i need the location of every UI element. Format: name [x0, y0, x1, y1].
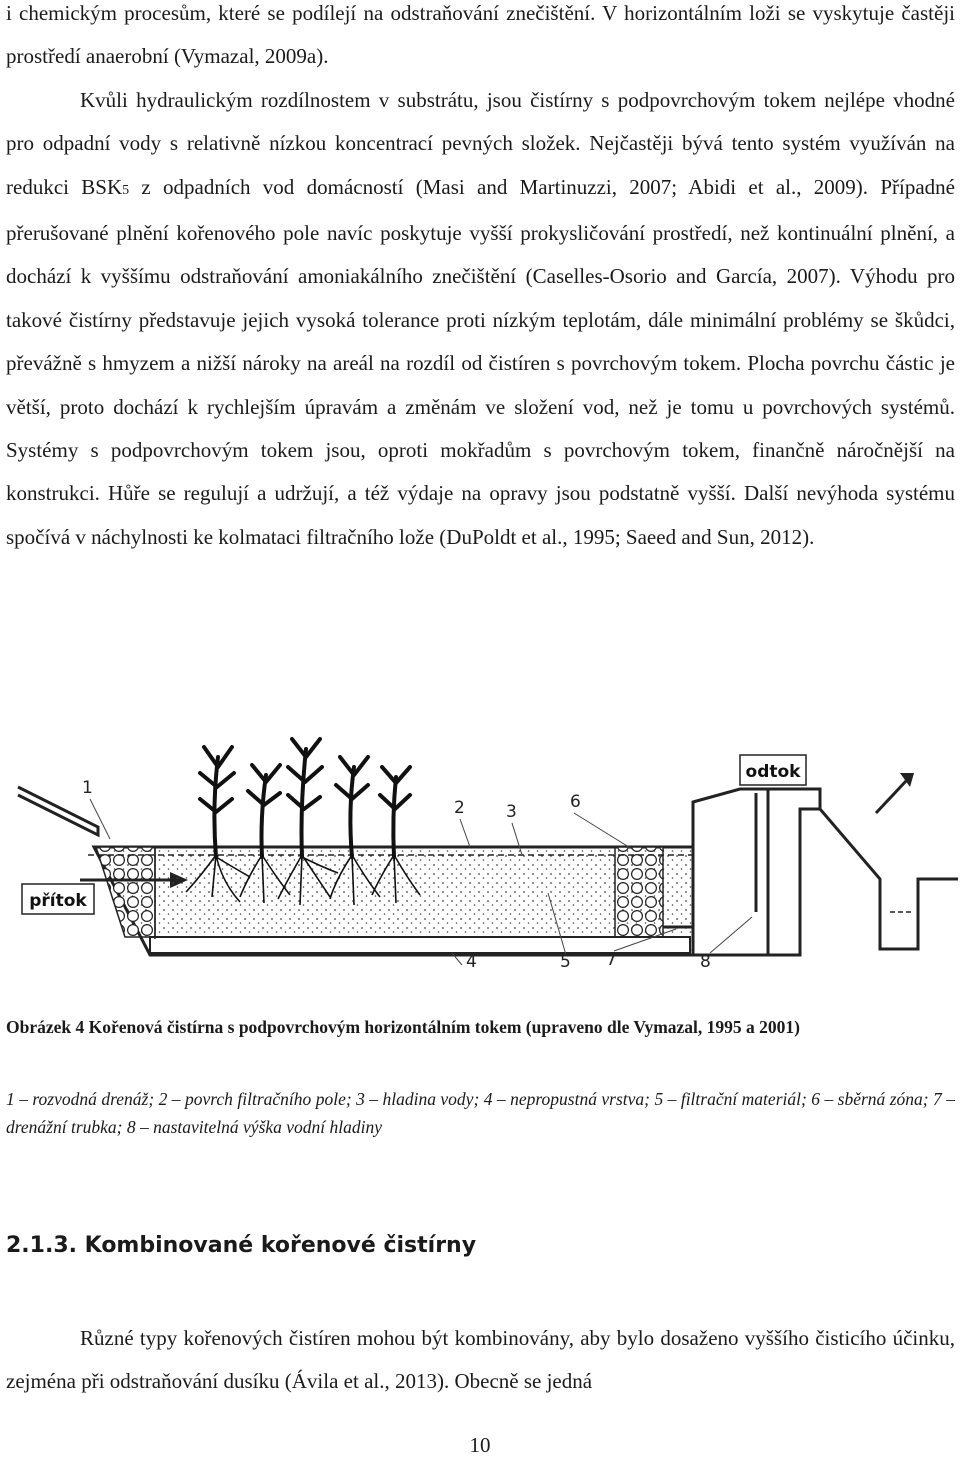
wetland-diagram: [0, 727, 960, 967]
callout-3: 3: [506, 802, 517, 822]
inflow-label: [22, 884, 94, 914]
section-heading: 2.1.3. Kombinované kořenové čistírny: [6, 1233, 477, 1258]
callout-6: 6: [570, 792, 581, 812]
figure-constructed-wetland: [0, 727, 960, 967]
figure-caption: Obrázek 4 Kořenová čistírna s podpovrchovým horizontálním tokem (upraveno dle Vymazal, 1995 a 2001): [6, 1017, 800, 1037]
svg-text:přítok: přítok: [29, 891, 87, 911]
callout-5: 5: [560, 952, 571, 967]
figure-legend: 1 – rozvodná drenáž; 2 – povrch filtračního pole; 3 – hladina vody; 4 – nepropustná vrstva; 5 – filtrační materiál; 6 – sběrná zóna; 7 – drenážní trubka; 8 – nastavitelná výška vodní hladiny: [6, 1089, 955, 1137]
paragraph-text: Různé typy kořenových čistíren mohou být kombinovány, aby bylo dosaženo vyššího čisticího účinku, zejména při odstraňování dusíku (Ávila et al., 2013). Obecně se jedná: [6, 1326, 955, 1394]
callout-8: 8: [700, 952, 711, 967]
plants: [200, 739, 410, 857]
page-number: 10: [469, 1433, 491, 1457]
paragraph-text: z odpadních vod domácností (Masi and Martinuzzi, 2007; Abidi et al., 2009). Případné přerušované plnění kořenového pole navíc poskytuje vyšší prokysličování prostředí, než kontinuální plnění, a dochází k vyššímu odstraňování amoniakálního znečištění (Caselles-Osorio and García, 2007). Výhodu pro takové čistírny představuje jejich vysoká tolerance proti nízkým teplotám, dále minimální problémy se škůdci, převážně s hmyzem a nižší nároky na areál na rozdíl od čistíren s povrchovým tokem. Plocha povrchu částic je větší, proto dochází k rychlejším úpravám a změnám ve složení vod, než je tomu u povrchových systémů. Systémy s podpovrchovým tokem jsou, oproti mokřadům s povrchovým tokem, finančně náročnější na konstrukci. Hůře se regulují a udržují, a též výdaje na opravy jsou podstatně vyšší. Další nevýhoda systému spočívá v náchylnosti ke kolmataci filtračního lože (DuPoldt et al., 1995; Saeed and Sun, 2012).: [6, 174, 955, 549]
body-paragraph: [6, 0, 955, 559]
callout-7: 7: [606, 950, 617, 967]
callout-4: 4: [466, 952, 477, 967]
callout-2: 2: [454, 798, 465, 818]
outlet-gravel-zone: [615, 847, 663, 939]
callout-1: 1: [82, 778, 93, 798]
svg-text:odtok: odtok: [745, 762, 801, 782]
outlet-wall: [768, 789, 820, 955]
paragraph-text: Kvůli hydraulickým rozdílnostem v substrátu, jsou čistírny s podpovrchovým tokem nejlépe vhodné pro odpadní vody s relativně nízkou koncentrací pevných složek. Nejčastěji bývá tento systém využíván na redukci BSK: [6, 87, 955, 199]
paragraph-text: i chemickým procesům, které se podílejí na odstraňování znečištění. V horizontálním loži se vyskytuje častěji prostředí anaerobní (Vymazal, 2009a).: [6, 1, 955, 69]
inlet-gravel-zone: [96, 847, 155, 937]
subscript-text: 5: [122, 182, 130, 198]
body-paragraph: [6, 1317, 955, 1404]
outflow-label: [740, 755, 806, 785]
outlet-basin: [820, 809, 958, 949]
outflow-arrow: [876, 773, 914, 813]
